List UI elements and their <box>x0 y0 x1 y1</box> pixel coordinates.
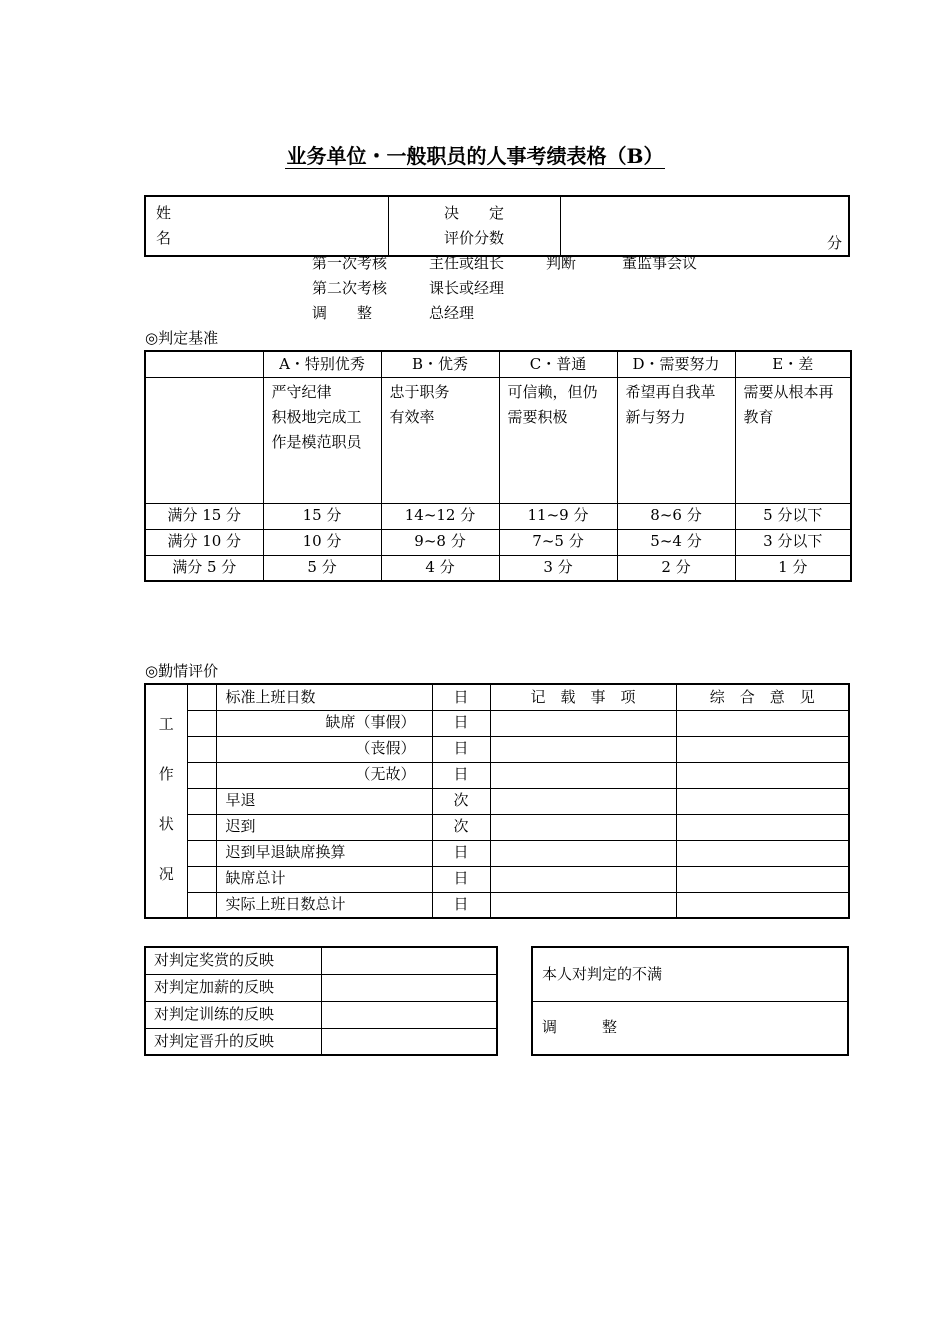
reaction-row <box>145 1001 497 1028</box>
score-cell: 5 分以下 <box>735 503 851 529</box>
score-cell: 7~5 分 <box>499 529 617 555</box>
attendance-section-label: ◎勤情评价 <box>145 662 219 680</box>
opinion-cell[interactable] <box>676 840 849 866</box>
score-row-10 <box>145 529 851 555</box>
check-box[interactable] <box>187 814 216 840</box>
attendance-unit: 日 <box>432 762 490 788</box>
attendance-unit: 日 <box>432 684 490 710</box>
opinion-cell[interactable] <box>676 710 849 736</box>
grade-d-description: 希望再自我革新与努力 <box>617 377 735 503</box>
score-cell: 5 分 <box>263 555 381 581</box>
score-cell: 8~6 分 <box>617 503 735 529</box>
attendance-item: （丧假） <box>216 736 432 762</box>
check-box[interactable] <box>187 736 216 762</box>
attendance-item: 缺席总计 <box>216 866 432 892</box>
grade-c-description: 可信赖，但仍需要积极 <box>499 377 617 503</box>
attendance-row <box>145 840 849 866</box>
records-header: 记 载 事 项 <box>490 684 676 710</box>
opinion-cell[interactable] <box>676 736 849 762</box>
reactions-table <box>144 946 498 1056</box>
records-cell[interactable] <box>490 892 676 918</box>
score-cell: 15 分 <box>263 503 381 529</box>
reaction-input[interactable] <box>321 974 497 1001</box>
attendance-row <box>145 814 849 840</box>
reaction-row <box>145 974 497 1001</box>
score-cell: 5~4 分 <box>617 529 735 555</box>
reaction-input[interactable] <box>321 947 497 974</box>
schedule-judgement: 判断 <box>546 254 577 272</box>
attendance-unit: 日 <box>432 840 490 866</box>
records-cell[interactable] <box>490 710 676 736</box>
attendance-unit: 日 <box>432 736 490 762</box>
score-row-label: 满分 10 分 <box>145 529 263 555</box>
opinion-cell[interactable] <box>676 814 849 840</box>
records-cell[interactable] <box>490 762 676 788</box>
criteria-table <box>144 350 852 582</box>
check-box[interactable] <box>187 788 216 814</box>
check-box[interactable] <box>187 684 216 710</box>
attendance-row <box>145 866 849 892</box>
attendance-row <box>145 736 849 762</box>
score-cell: 14~12 分 <box>381 503 499 529</box>
score-row-5 <box>145 555 851 581</box>
attendance-table <box>144 683 850 919</box>
attendance-unit: 次 <box>432 788 490 814</box>
attendance-row <box>145 788 849 814</box>
attendance-row <box>145 762 849 788</box>
schedule-stage: 第一次考核 <box>312 254 388 272</box>
opinion-cell[interactable] <box>676 762 849 788</box>
attendance-item: 迟到早退缺席换算 <box>216 840 432 866</box>
attendance-item: （无故） <box>216 762 432 788</box>
check-box[interactable] <box>187 866 216 892</box>
check-box[interactable] <box>187 892 216 918</box>
attendance-row <box>145 892 849 918</box>
score-cell: 3 分以下 <box>735 529 851 555</box>
check-box[interactable] <box>187 840 216 866</box>
reaction-label: 对判定晋升的反映 <box>145 1028 321 1055</box>
review-schedule <box>312 251 732 326</box>
grade-c: C・普通 <box>499 351 617 377</box>
attendance-row <box>145 684 849 710</box>
records-cell[interactable] <box>490 814 676 840</box>
reaction-row <box>145 1028 497 1055</box>
grade-e: E・差 <box>735 351 851 377</box>
reaction-input[interactable] <box>321 1001 497 1028</box>
schedule-stage: 调 整 <box>312 304 373 322</box>
score-field[interactable] <box>560 196 849 256</box>
header-table <box>144 195 850 257</box>
score-cell: 4 分 <box>381 555 499 581</box>
reaction-label: 对判定奖赏的反映 <box>145 947 321 974</box>
grade-a: A・特别优秀 <box>263 351 381 377</box>
score-row-15 <box>145 503 851 529</box>
schedule-board: 董监事会议 <box>622 254 698 272</box>
decision-score-label: 决 定 评价分数 <box>388 196 560 256</box>
records-cell[interactable] <box>490 840 676 866</box>
records-cell[interactable] <box>490 866 676 892</box>
schedule-stage: 第二次考核 <box>312 279 388 297</box>
grade-b-description: 忠于职务 有效率 <box>381 377 499 503</box>
dissatisfaction-label[interactable]: 本人对判定的不满 <box>532 947 848 1001</box>
attendance-item: 缺席（事假） <box>216 710 432 736</box>
attendance-item: 实际上班日数总计 <box>216 892 432 918</box>
criteria-section-label: ◎判定基准 <box>145 329 219 347</box>
attendance-item: 标准上班日数 <box>216 684 432 710</box>
attendance-row <box>145 710 849 736</box>
grade-a-description: 严守纪律 积极地完成工作是模范职员 <box>263 377 381 503</box>
schedule-reviewer: 总经理 <box>429 304 475 322</box>
page-title-text: 业务单位・一般职员的人事考绩表格（B） <box>286 144 664 168</box>
opinion-cell[interactable] <box>676 892 849 918</box>
adjustment-label[interactable]: 调 整 <box>532 1001 848 1055</box>
score-unit: 分 <box>826 233 842 252</box>
attendance-unit: 日 <box>432 866 490 892</box>
attendance-unit: 次 <box>432 814 490 840</box>
score-cell: 3 分 <box>499 555 617 581</box>
score-cell: 10 分 <box>263 529 381 555</box>
score-cell: 9~8 分 <box>381 529 499 555</box>
opinion-cell[interactable] <box>676 788 849 814</box>
schedule-reviewer: 主任或组长 <box>429 254 505 272</box>
work-status-label: 工 作 状 况 <box>145 684 187 918</box>
grade-b: B・优秀 <box>381 351 499 377</box>
grade-d: D・需要努力 <box>617 351 735 377</box>
score-row-label: 满分 5 分 <box>145 555 263 581</box>
score-cell: 11~9 分 <box>499 503 617 529</box>
reaction-input[interactable] <box>321 1028 497 1055</box>
attendance-unit: 日 <box>432 710 490 736</box>
records-cell[interactable] <box>490 788 676 814</box>
reaction-row <box>145 947 497 974</box>
dissatisfaction-table <box>531 946 849 1056</box>
attendance-item: 早退 <box>216 788 432 814</box>
reaction-label: 对判定训练的反映 <box>145 1001 321 1028</box>
schedule-reviewer: 课长或经理 <box>429 279 505 297</box>
attendance-item: 迟到 <box>216 814 432 840</box>
records-cell[interactable] <box>490 736 676 762</box>
score-cell: 2 分 <box>617 555 735 581</box>
name-label: 姓 名 <box>145 196 388 256</box>
score-row-label: 满分 15 分 <box>145 503 263 529</box>
score-cell: 1 分 <box>735 555 851 581</box>
opinion-cell[interactable] <box>676 866 849 892</box>
attendance-unit: 日 <box>432 892 490 918</box>
opinion-header: 综 合 意 见 <box>676 684 849 710</box>
page-title <box>0 143 950 169</box>
check-box[interactable] <box>187 710 216 736</box>
check-box[interactable] <box>187 762 216 788</box>
reaction-label: 对判定加薪的反映 <box>145 974 321 1001</box>
grade-e-description: 需要从根本再教育 <box>735 377 851 503</box>
